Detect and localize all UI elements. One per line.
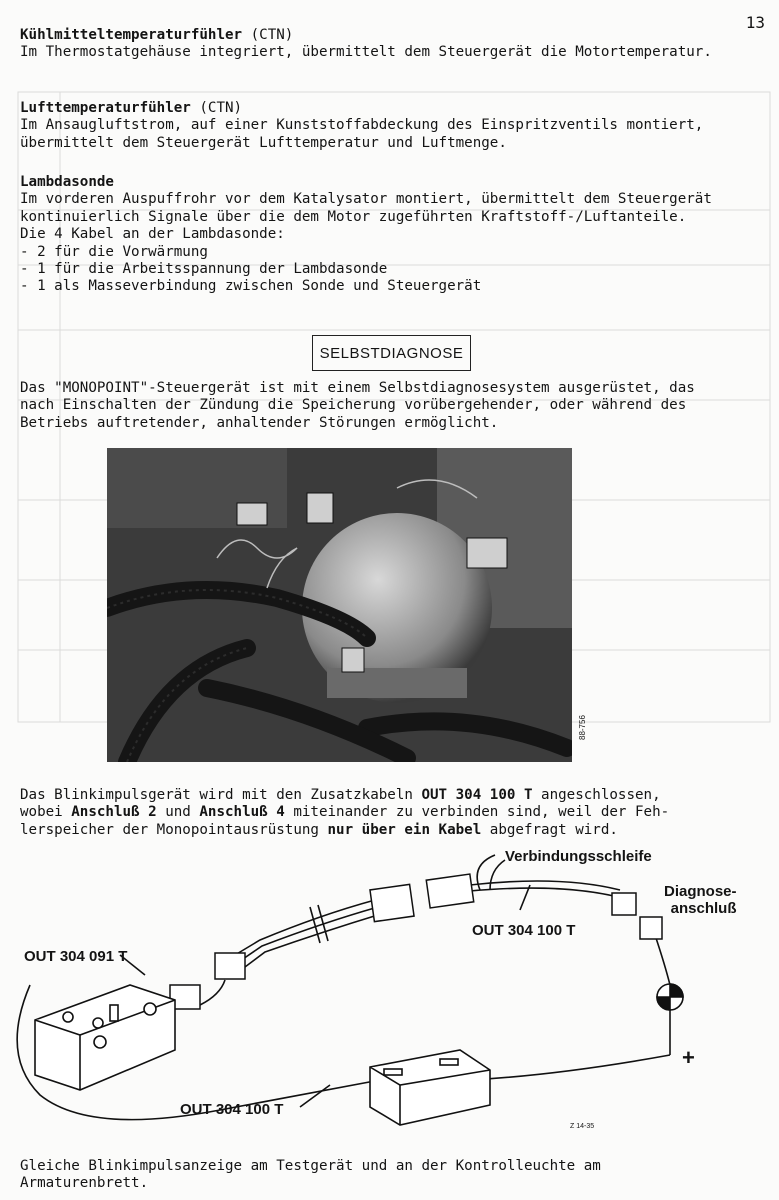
- cable-ref-bold: OUT 304 100 T: [421, 787, 533, 803]
- port-2-bold: Anschluß 2: [71, 804, 157, 821]
- text-run: Das Blinkimpulsgerät wird mit den Zusatzkabeln: [20, 787, 422, 803]
- connection-paragraph: [20, 787, 772, 839]
- section-body: Im vorderen Auspuffrohr vor dem Katalysator montiert, übermittelt dem Steuergerät kontinuierlich Signale über die dem Motor zugeführten Kraftstoff-/Luftanteile. Die 4 Kabel an der Lambdasonde: - 2 für die Vorwärmung - 1 für die Arbeitsspannung der Lambdasonde - 1 als Masseverbindung zwischen Sonde und Steuergerät: [20, 191, 712, 295]
- label-cable-top: OUT 304 100 T: [472, 922, 576, 939]
- text-run: abgefragt wird.: [481, 821, 618, 838]
- section-heading-selbstdiagnose: SELBSTDIAGNOSE: [312, 335, 471, 371]
- page-number: 13: [745, 13, 765, 32]
- figure-reference: Z 14-35: [570, 1123, 595, 1130]
- label-verbindungsschleife: Verbindungsschleife: [505, 848, 652, 865]
- text-run: und: [156, 804, 200, 821]
- label-tester: OUT 304 091 T: [24, 948, 128, 965]
- text-run: angeschlossen, wobei: [20, 787, 661, 821]
- text-run: miteinander zu verbinden sind, weil der Feh- lerspeicher der Monopointausrüstung: [20, 804, 670, 838]
- section-title-suffix: (CTN): [190, 100, 243, 116]
- section-lambda-probe: [20, 174, 772, 296]
- one-cable-bold: nur über ein Kabel: [327, 821, 482, 838]
- section-title: Kühlmitteltemperaturfühler: [20, 27, 243, 43]
- section-title-suffix: (CTN): [242, 27, 294, 43]
- diagnose-paragraph: Das "MONOPOINT"-Steuergerät ist mit einem Selbstdiagnosesystem ausgerüstet, das nach Einschalten der Zündung die Speicherung vorübergehender, oder während des Betriebs auftretender, anhaltender Störungen ermöglicht.: [20, 380, 695, 431]
- label-cable-bottom: OUT 304 100 T: [180, 1101, 284, 1118]
- engine-bay-photo: [107, 448, 572, 762]
- footer-paragraph: Gleiche Blinkimpulsanzeige am Testgerät und an der Kontrolleuchte am Armaturenbrett.: [20, 1158, 601, 1192]
- photo-reference: 88-756: [578, 715, 587, 740]
- section-body: Im Thermostatgehäuse integriert, übermittelt dem Steuergerät die Motortemperatur.: [20, 44, 712, 61]
- section-title: Lambdasonde: [20, 174, 114, 190]
- label-plus: +: [682, 1045, 695, 1070]
- section-coolant-sensor: [20, 27, 772, 62]
- label-diagnoseanschluss: Diagnose- anschluß: [664, 883, 737, 917]
- wiring-diagram: [0, 845, 779, 1165]
- port-4-bold: Anschluß 4: [199, 804, 285, 821]
- section-body: Im Ansaugluftstrom, auf einer Kunststoffabdeckung des Einspritzventils montiert, übermittelt dem Steuergerät Lufttemperatur und Luftmenge.: [20, 117, 704, 151]
- section-title: Lufttemperaturfühler: [20, 100, 191, 116]
- section-air-temp-sensor: [20, 100, 772, 152]
